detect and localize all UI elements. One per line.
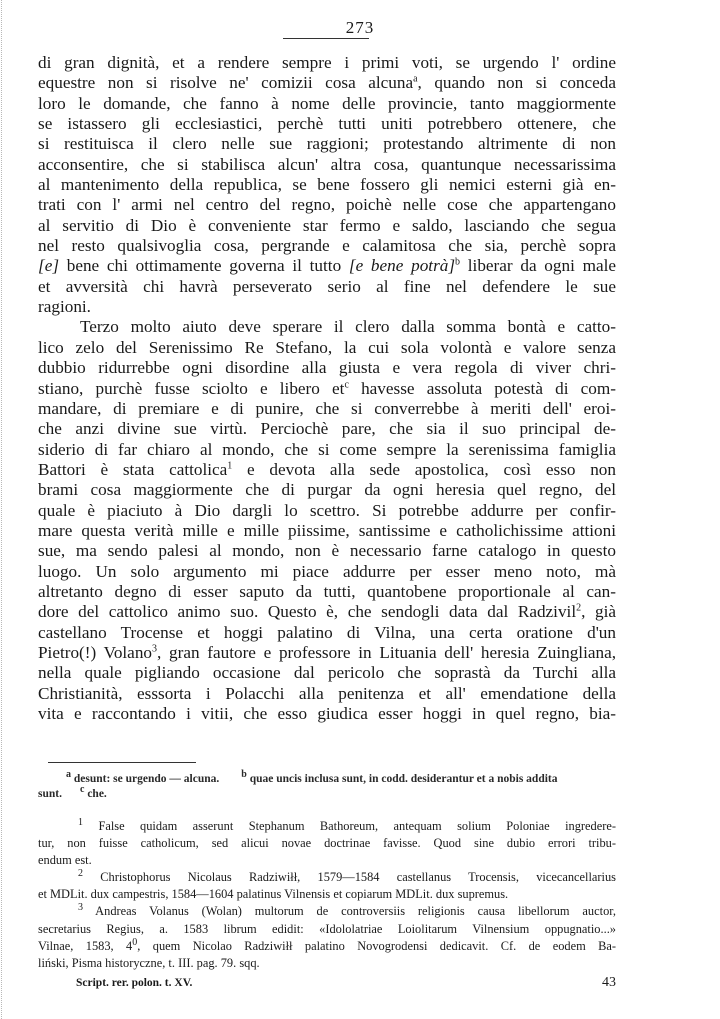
- page-number-rule: [283, 38, 369, 39]
- critical-note-b: $^b$ quae uncis inclusa sunt, in codd. desiderantur et a nobis addita: [241, 769, 558, 785]
- text-line: vita e raccontando i vitii, che esso giudica esser hoggi in quel regno, bia-: [38, 704, 616, 723]
- text-line: siderio di far chiaro al mondo, che si come sempre la serenissima famiglia: [38, 439, 616, 459]
- critical-note-a: $^a$ desunt: se urgendo — alcuna.: [66, 769, 220, 785]
- footnote-line: secretarius Regius, a. 1583 librum edidit: «Idololatriae Loiolitarum Vilnensium oppugnatio...»: [38, 921, 616, 936]
- text-line: nel resto qualsivoglia cosa, pergrande e calamitosa che sia, perchè sopra: [38, 236, 616, 256]
- text-line: trati con l' armi nel centro del regno, poichè nelle cose che appartengano: [38, 195, 616, 215]
- text-line: [e] bene chi ottimamente governa il tutto [e bene potrà]$^b$ liberar da ogni male: [38, 256, 616, 276]
- text-line: dubbio ridurrebbe ogni disordine alla giusta e vera regola di viver chri-: [38, 358, 616, 378]
- footnote-line: Vilnae, 1583, $4^0$, quem Nicolao Radziwiłł palatino Novogrodensi dedicavit. Cf. de eodem Ba-: [38, 936, 617, 953]
- text-line: dore del cattolico animo suo. Questo è, che sendogli data dal Radzivil$^2$, già: [38, 602, 616, 622]
- text-line: nella quale pigliando occasione dal pericolo che soprastà da Turchi alla: [38, 663, 616, 683]
- text-line: castellano Trocense et hoggi palatino di Vilna, una certa oratione d'un: [38, 622, 616, 642]
- text-line: Battori è stata cattolica$^1$ e devota alla sede apostolica, così esso non: [38, 459, 616, 479]
- text-line: Christianità, esssorta i Polacchi alla penitenza et all' emendatione della: [38, 683, 616, 703]
- text-line: stiano, purchè fusse sciolto e libero $et^c$ havesse assoluta potestà di com-: [38, 378, 616, 398]
- left-margin-dotted-rule: [1, 0, 2, 1019]
- text-line: loro le domande, che fanno à nome delle provincie, tanto maggiormente: [38, 93, 616, 113]
- critical-apparatus: [38, 769, 616, 802]
- text-line: che anzi divine sue virtù. Perciochè pare, che sia il suo principal de-: [38, 419, 616, 439]
- critical-note-c: $^c$ che.: [79, 784, 107, 800]
- text-line: ragioni.: [38, 297, 91, 317]
- footnote-line: liński, Pisma historyczne, t. III. pag. 79. sqq.: [38, 955, 260, 970]
- text-line: sue, ma sendo palesi al mondo, non è necessario farne catalogo in questo: [38, 541, 616, 561]
- page-number: 273: [345, 18, 375, 37]
- series-signature: Script. rer. polon. t. XV.: [76, 977, 193, 989]
- footnote-line: tur, non fuisse catholicum, sed alicui novae doctrinae favisse. Quod sine dubio errori tribu-: [38, 836, 616, 851]
- text-line: si restituisca il clero nelle sue raggioni; protestando altrimente di non: [38, 134, 616, 154]
- text-line: Pietro(!) Volano$^3$, gran fautore e professore in Lituania dell' heresia Zuingliana,: [38, 642, 617, 662]
- text-line: mandare, di premiare e di punire, che si converrebbe à meriti dell' eroi-: [38, 398, 616, 418]
- main-text: [38, 53, 616, 724]
- footnote-line: $^3$ Andreas Volanus (Wolan) multorum de controversiis religionis causa libellorum auctor,: [78, 902, 616, 919]
- text-line: altretanto degno di esser saputo da tutti, quantobene proportionale al can-: [38, 581, 616, 601]
- text-line: brami cosa maggiormente che di purgar da ogni heresia quel regno, del: [38, 480, 616, 500]
- text-line: equestre non si risolve ne' comizii cosa alcuna$^a$, quando non si conceda: [38, 73, 616, 93]
- text-line: mare questa verità mille e mille piissime, santissime e catholichissime attioni: [38, 520, 616, 540]
- text-line: lico zelo del Serenissimo Re Stefano, la cui sola volontà e valore senza: [38, 337, 616, 357]
- text-line: al servitio di Dio è conveniente star fermo e saldo, lasciando che segua: [38, 215, 616, 235]
- page-footer: [76, 977, 616, 991]
- text-line: al mantenimento della republica, se bene fossero gli nemici esterni già en-: [38, 175, 616, 195]
- text-line: et avversità chi havrà perseverato serio al fine nel defendere le sue: [38, 276, 616, 296]
- footnotes: [38, 818, 616, 972]
- text-line: Terzo molto aiuto deve sperare il clero dalla somma bontà e catto-: [80, 317, 616, 337]
- text-line: quale è piaciuto à Dio dargli lo scettro. Si potrebbe addurre per confir-: [38, 500, 616, 520]
- text-line: luogo. Un solo argumento mi piace addurre per esser meno noto, mà: [38, 561, 616, 581]
- text-line: acconsentire, che si stabilisca alcun' altra cosa, quantunque necessarissima: [38, 154, 616, 174]
- footnote-line: et MDLit. dux campestris, 1584—1604 palatinus Vilnensis et copiarum MDLit. dux supremus.: [38, 887, 509, 902]
- footnote-line: $^2$ Christophorus Nicolaus Radziwiłł, 1579—1584 castellanus Trocensis, vicecancellarius: [78, 868, 616, 885]
- text-line: se istassero gli ecclesiastici, perchè tutti uniti potrebbero ottenere, che: [38, 114, 616, 134]
- footnote-line: endum est.: [38, 853, 92, 868]
- footnote-separator: [48, 762, 196, 763]
- sheet-number: 43: [602, 975, 616, 990]
- footnote-line: $^1$ False quidam asserunt Stephanum Bathoreum, antequam solium Poloniae ingredere-: [78, 816, 616, 833]
- text-line: di gran dignità, et a rendere sempre i primi voti, se urgendo l' ordine: [38, 53, 616, 72]
- critical-note-b-continued: sunt.: [38, 788, 62, 800]
